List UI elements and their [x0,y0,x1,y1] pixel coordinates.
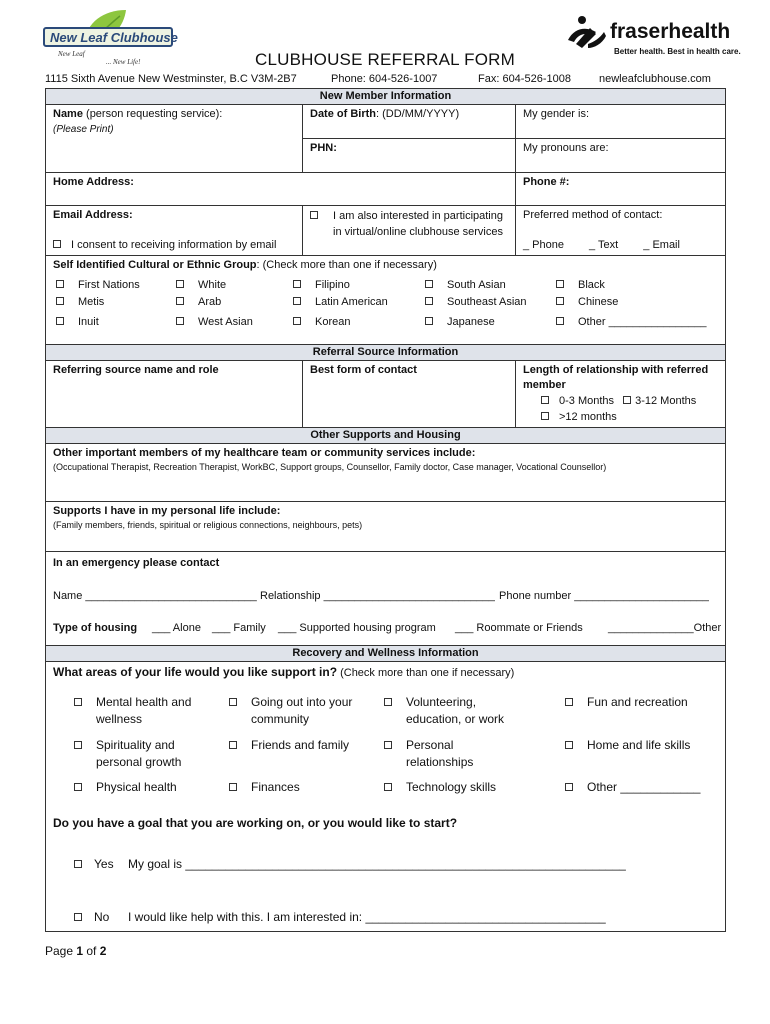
personal-supports-field[interactable] [46,502,726,552]
cultural-option-label: Black [578,279,605,291]
cultural-option-checkbox[interactable] [425,317,433,325]
support-area-option [565,737,715,754]
referring-source-field[interactable] [46,361,303,428]
goal-text-field[interactable]: My goal is __________________________________________________________________ [128,857,626,871]
clubhouse-phone: Phone: 604-526-1007 [331,73,438,85]
cultural-option [176,315,253,330]
help-interest-field[interactable]: I would like help with this. I am interested in: ____________________________________ [128,910,606,924]
cultural-option-checkbox[interactable] [176,317,184,325]
support-area-label: Fun and recreation [587,695,688,709]
cultural-option [56,278,140,293]
support-area-label: Spirituality and personal growth [96,738,182,769]
contact-option-phone[interactable]: _ Phone [523,239,564,251]
page-total: 2 [99,944,107,958]
pronouns-label: My pronouns are: [523,142,609,154]
support-area-option [229,737,359,754]
form-title: CLUBHOUSE REFERRAL FORM [255,50,515,69]
cultural-option [293,295,388,310]
support-area-checkbox[interactable] [229,783,237,791]
recovery-wellness-field [46,662,726,932]
support-area-checkbox[interactable] [229,698,237,706]
housing-option-family[interactable]: ___ Family [212,622,266,634]
preferred-contact-label: Preferred method of contact: [523,209,663,221]
phn-label: PHN: [310,142,337,154]
support-areas-label: What areas of your life would you like support in? [53,665,338,679]
page-number [45,944,106,958]
relationship-length-label: Length of relationship with referred member [523,364,709,391]
referral-form-table [45,88,726,932]
cultural-option [425,295,527,310]
cultural-option [425,278,506,293]
support-area-option [565,694,715,711]
cultural-option-checkbox[interactable] [176,280,184,288]
emergency-housing-field [46,552,726,646]
fraserhealth-symbol-icon [568,16,606,48]
cultural-option-label: White [198,279,227,291]
clubhouse-website[interactable]: newleafclubhouse.com [599,73,711,85]
virtual-interest-label: I am also interested in participating in virtual/online clubhouse services [333,210,503,238]
length-3-12-checkbox[interactable] [623,396,631,404]
cultural-option-checkbox[interactable] [56,317,64,325]
cultural-option-checkbox[interactable] [556,280,564,288]
section-header-referral: Referral Source Information [46,345,726,361]
cultural-option-label: Latin American [315,296,388,308]
housing-option-alone[interactable]: ___ Alone [152,622,201,634]
email-address-label: Email Address: [53,209,133,221]
cultural-option [56,295,104,310]
support-area-checkbox[interactable] [74,698,82,706]
name-hint: (person requesting service): [82,108,223,120]
support-area-label: Mental health and wellness [96,695,192,726]
logo-name-text: New Leaf Clubhouse [50,30,178,45]
support-areas-grid [46,662,725,931]
length-0-3-checkbox[interactable] [541,396,549,404]
fraserhealth-brand-text: fraserhealth [610,20,731,43]
support-area-option [384,779,514,796]
gender-field[interactable] [516,105,726,139]
referring-source-label: Referring source name and role [53,364,219,376]
length-12-plus-checkbox[interactable] [541,412,549,420]
goal-question: Do you have a goal that you are working on, or you would like to start? [53,816,458,830]
phn-field[interactable] [303,139,516,173]
email-address-field[interactable] [46,206,303,256]
phone-number-field[interactable] [516,173,726,206]
housing-type-label: Type of housing [53,622,138,634]
housing-option-supported[interactable]: ___ Supported housing program [278,622,436,634]
home-address-label: Home Address: [53,176,134,188]
support-area-label: Finances [251,780,300,794]
support-area-label: Volunteering, education, or work [406,695,505,726]
housing-option-other[interactable]: ______________Other [608,622,722,634]
logo-tagline-right: ... New Life! [106,58,141,66]
personal-supports-hint: (Family members, friends, spiritual or religious connections, neighbours, pets) [53,520,363,530]
name-label: Name [53,108,83,120]
cultural-option-checkbox[interactable] [556,317,564,325]
virtual-interest-checkbox[interactable] [310,211,318,219]
support-area-checkbox[interactable] [384,741,392,749]
logo-tagline-left: New Leaf [58,50,85,58]
relationship-length-field [516,361,726,428]
cultural-option [556,315,706,330]
emergency-name-field[interactable]: Name ____________________________ [53,590,257,602]
clubhouse-fax: Fax: 604-526-1008 [478,73,571,85]
support-area-option [229,779,359,796]
cultural-option-label: South Asian [447,279,506,291]
section-header-new-member: New Member Information [46,89,726,105]
cultural-option [556,278,605,293]
support-area-label: Home and life skills [587,738,691,752]
support-area-label: Other ____________ [587,780,701,794]
support-area-checkbox[interactable] [74,783,82,791]
cultural-group-grid [53,273,718,341]
email-consent-label: I consent to receiving information by email [71,239,277,251]
cultural-option-label: Inuit [78,316,99,328]
cultural-option-label: Japanese [447,316,495,328]
page-current: 1 [76,944,84,958]
preferred-contact-field [516,206,726,256]
support-area-label: Friends and family [251,738,350,752]
emergency-relationship-field[interactable]: Relationship ____________________________ [260,590,495,602]
support-area-label: Going out into your community [251,695,353,726]
name-field[interactable] [46,105,303,173]
healthcare-team-label: Other important members of my healthcare team or community services include: [53,447,476,459]
length-0-3-label: 0-3 Months [559,395,615,407]
dob-hint: : (DD/MM/YYYY) [376,108,460,120]
housing-option-roommate[interactable]: ___ Roommate or Friends [455,622,583,634]
dob-label: Date of Birth [310,108,376,120]
support-areas-hint: (Check more than one if necessary) [337,667,515,679]
phone-number-label: Phone #: [523,176,570,188]
support-area-checkbox[interactable] [565,698,573,706]
cultural-option-checkbox[interactable] [425,280,433,288]
cultural-option-label: West Asian [198,316,253,328]
cultural-option-label: Chinese [578,296,619,308]
support-area-checkbox[interactable] [384,783,392,791]
contact-option-text[interactable]: _ Text [589,239,619,251]
cultural-option-label: Korean [315,316,351,328]
support-area-option [384,737,514,771]
cultural-option [425,315,495,330]
cultural-option-checkbox[interactable] [293,297,301,305]
cultural-option-label: Filipino [315,279,350,291]
support-area-checkbox[interactable] [565,741,573,749]
support-area-option [74,694,204,728]
support-area-option [565,779,715,796]
support-area-label: Personal relationships [406,738,474,769]
cultural-option-label: Arab [198,296,222,308]
support-area-checkbox[interactable] [384,698,392,706]
support-area-checkbox[interactable] [565,783,573,791]
section-header-supports: Other Supports and Housing [46,428,726,444]
length-3-12-label: 3-12 Months [635,395,697,407]
cultural-option [176,295,221,310]
clubhouse-address: 1115 Sixth Avenue New Westminster, B.C V3M-2B7 [45,73,297,85]
support-area-option [74,779,204,796]
cultural-group-hint: : (Check more than one if necessary) [256,259,437,271]
cultural-option [293,278,350,293]
cultural-option-checkbox[interactable] [56,297,64,305]
healthcare-team-field[interactable] [46,444,726,502]
home-address-field[interactable] [46,173,516,206]
support-area-checkbox[interactable] [74,741,82,749]
cultural-option [556,295,618,310]
cultural-group-label: Self Identified Cultural or Ethnic Group [53,259,257,271]
emergency-contact-label: In an emergency please contact [53,557,220,569]
cultural-option-label: Metis [78,296,105,308]
page-of-word: of [83,944,100,958]
goal-yes-checkbox[interactable] [74,860,82,868]
section-header-recovery: Recovery and Wellness Information [46,646,726,662]
email-consent-checkbox[interactable] [53,240,61,248]
goal-yes-label: Yes [94,857,114,871]
cultural-option-label: First Nations [78,279,140,291]
date-of-birth-field[interactable] [303,105,516,139]
length-12-plus-label: >12 months [559,411,617,423]
goal-no-label: No [94,910,110,924]
cultural-option-label: Other ________________ [578,316,707,328]
healthcare-team-hint: (Occupational Therapist, Recreation Therapist, WorkBC, Support groups, Counsellor, Family doctor, Case manager, Vocational Counsellor) [53,462,607,472]
cultural-option-checkbox[interactable] [293,317,301,325]
cultural-option-checkbox[interactable] [56,280,64,288]
cultural-option-checkbox[interactable] [556,297,564,305]
cultural-option-checkbox[interactable] [425,297,433,305]
cultural-option [56,315,99,330]
best-contact-field[interactable] [303,361,516,428]
cultural-option [176,278,226,293]
support-area-option [384,694,514,728]
contact-option-email[interactable]: _ Email [643,239,680,251]
page-word: Page [45,944,77,958]
emergency-phone-field[interactable]: Phone number ______________________ [499,590,709,602]
virtual-interest-field [303,206,516,256]
cultural-option-label: Southeast Asian [447,296,527,308]
support-area-option [229,694,359,728]
cultural-option-checkbox[interactable] [176,297,184,305]
support-area-label: Technology skills [406,780,497,794]
gender-label: My gender is: [523,108,590,120]
please-print-hint: (Please Print) [53,124,114,135]
cultural-group-field [46,256,726,345]
personal-supports-label: Supports I have in my personal life include: [53,505,281,517]
goal-no-checkbox[interactable] [74,913,82,921]
support-area-label: Physical health [96,780,177,794]
cultural-option [293,315,350,330]
support-area-checkbox[interactable] [229,741,237,749]
fraserhealth-tagline: Better health. Best in health care. [614,47,741,56]
pronouns-field[interactable] [516,139,726,173]
cultural-option-checkbox[interactable] [293,280,301,288]
support-area-option [74,737,204,771]
best-contact-label: Best form of contact [310,364,417,376]
